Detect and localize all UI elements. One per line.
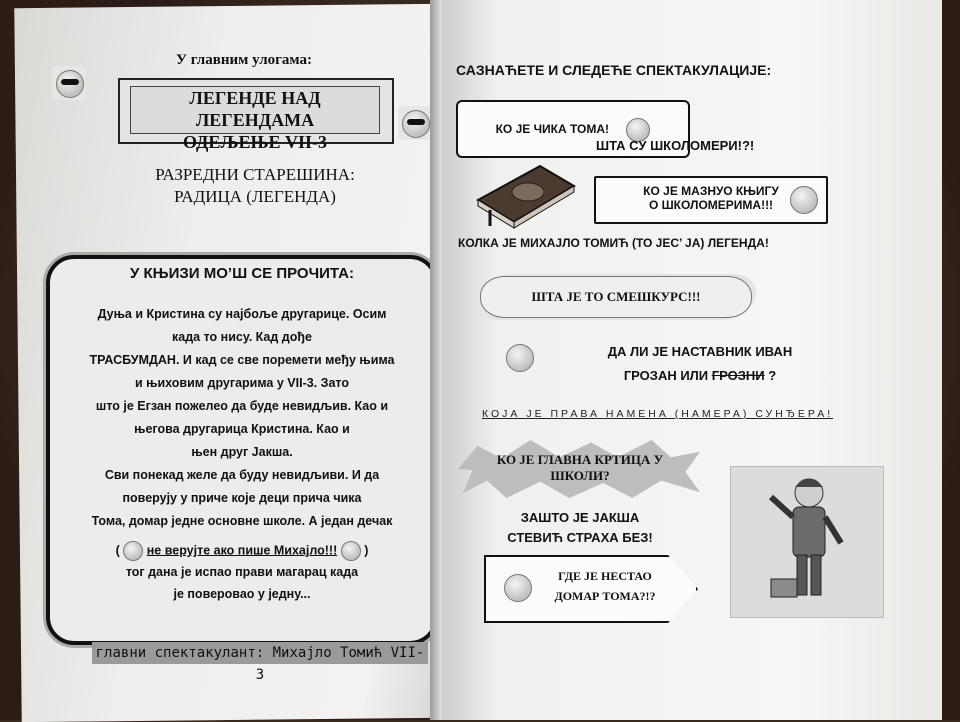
- paren-close: ): [364, 543, 369, 558]
- banner-line-2: ОДЕЉЕЊЕ VII-3: [182, 132, 328, 152]
- frame-line: њен друг Јакша.: [191, 445, 293, 459]
- sunglasses-emoji-icon: [123, 541, 143, 561]
- question-box-book: [594, 176, 828, 224]
- surprised-emoji-icon: [504, 574, 532, 602]
- frame-last-line-2: је поверовао у једну...: [173, 587, 311, 601]
- jaksa-block: [480, 508, 680, 548]
- cloud-text: ШТА ЈЕ ТО СМЕШКУРС!!!: [531, 289, 701, 304]
- title-banner: [118, 78, 394, 152]
- ivan-block: [560, 340, 840, 388]
- story-frame: [46, 255, 438, 645]
- jaksa-line-1: ЗАШТО ЈЕ ЈАКША: [520, 510, 640, 525]
- banner-line-1: ЛЕГЕНДЕ НАД ЛЕГЕНДАМА: [189, 88, 321, 130]
- surprised-emoji-icon: [790, 186, 818, 214]
- frame-underlined-row: [50, 541, 434, 561]
- cloud-bubble: [480, 276, 752, 318]
- ivan-line-1: ДА ЛИ ЈЕ НАСТАВНИК ИВАН: [607, 344, 793, 359]
- book-icon: [470, 160, 578, 230]
- frame-line: и њиховим другарима у VII-3. Зато: [134, 376, 350, 390]
- legend-line: КОЛКА ЈЕ МИХАЈЛО ТОМИЋ (ТО ЈЕС’ ЈА) ЛЕГЕНДА!: [458, 236, 769, 250]
- frame-line: што је Егзан пожелео да буде невидљив. Као и: [95, 399, 389, 413]
- handyman-illustration: [730, 466, 884, 618]
- box2-line-1: КО ЈЕ МАЗНУО КЊИГУ: [643, 184, 779, 198]
- frame-line: када то нису. Кад дође: [172, 330, 312, 344]
- arrow-line-1: ГДЕ ЈЕ НЕСТАО: [558, 569, 652, 583]
- sunglasses-emoji-icon: [56, 70, 84, 98]
- frame-line: поверују у приче које деци прича чика: [122, 491, 362, 505]
- sunglasses-emoji-icon: [341, 541, 361, 561]
- sunglasses-emoji-icon-right: [398, 106, 432, 140]
- box1-text: КО ЈЕ ЧИКА ТОМА!: [495, 122, 610, 136]
- question-skolomeri: ШТА СУ ШКОЛОМЕРИ!?!: [596, 138, 755, 153]
- teacher-block: [130, 164, 380, 208]
- frame-line: Тома, домар једне основне школе. А један дечак: [91, 514, 393, 528]
- ivan-line-2: ГРОЗАН ИЛИ ГРОЗНИ ?: [623, 368, 777, 383]
- jaksa-line-2: СТЕВИЋ СТРАХА БЕЗ!: [507, 530, 653, 545]
- sunglasses-emoji-icon-left: [52, 66, 86, 100]
- frame-title: У КЊИЗИ МО’Ш СЕ ПРОЧИТА:: [130, 265, 354, 282]
- frame-line: Дуња и Кристина су најбоље другарице. Осим: [97, 307, 387, 321]
- sunglasses-emoji-icon: [402, 110, 430, 138]
- star-text: [470, 452, 690, 484]
- roles-heading: У главним улогама:: [176, 52, 313, 68]
- frame-line: његова другарица Кристина. Као и: [134, 422, 350, 436]
- star-line-1: КО ЈЕ ГЛАВНА КРТИЦА У: [496, 452, 664, 467]
- footer-credit: главни спектакулант: Михајло Томић VII-3: [92, 642, 428, 664]
- paren-open: (: [115, 543, 120, 558]
- star-line-2: ШКОЛИ?: [550, 468, 610, 483]
- sponge-line: КОЈА ЈЕ ПРАВА НАМЕНА (НАМЕРА) СУНЂЕРА!: [482, 408, 834, 420]
- teacher-line-1: РАЗРЕДНИ СТАРЕШИНА:: [155, 165, 355, 184]
- arrow-text: [540, 566, 670, 606]
- teacher-line-2: РАДИЦА (ЛЕГЕНДА): [174, 187, 336, 206]
- book-spine: [430, 0, 442, 720]
- ivan-strikethrough: ГРОЗНИ: [711, 368, 765, 383]
- arrow-line-2: ДОМАР ТОМА?!?: [554, 589, 656, 603]
- frame-underlined-text: не верујте ако пише Михајло!!!: [146, 543, 338, 558]
- frame-line: ТРАСБУМДАН. И кад се све поремети међу њима: [89, 353, 395, 367]
- right-heading: САЗНАЋЕТЕ И СЛЕДЕЋЕ СПЕКТАКУЛАЦИЈЕ:: [456, 62, 772, 78]
- frame-line: Сви понекад желе да буду невидљиви. И да: [104, 468, 380, 482]
- box2-line-2: О ШКОЛОМЕРИМА!!!: [648, 198, 774, 212]
- frame-last-line-1: тог дана је испао прави магарац када: [125, 565, 359, 579]
- monocle-emoji-icon: [506, 344, 534, 372]
